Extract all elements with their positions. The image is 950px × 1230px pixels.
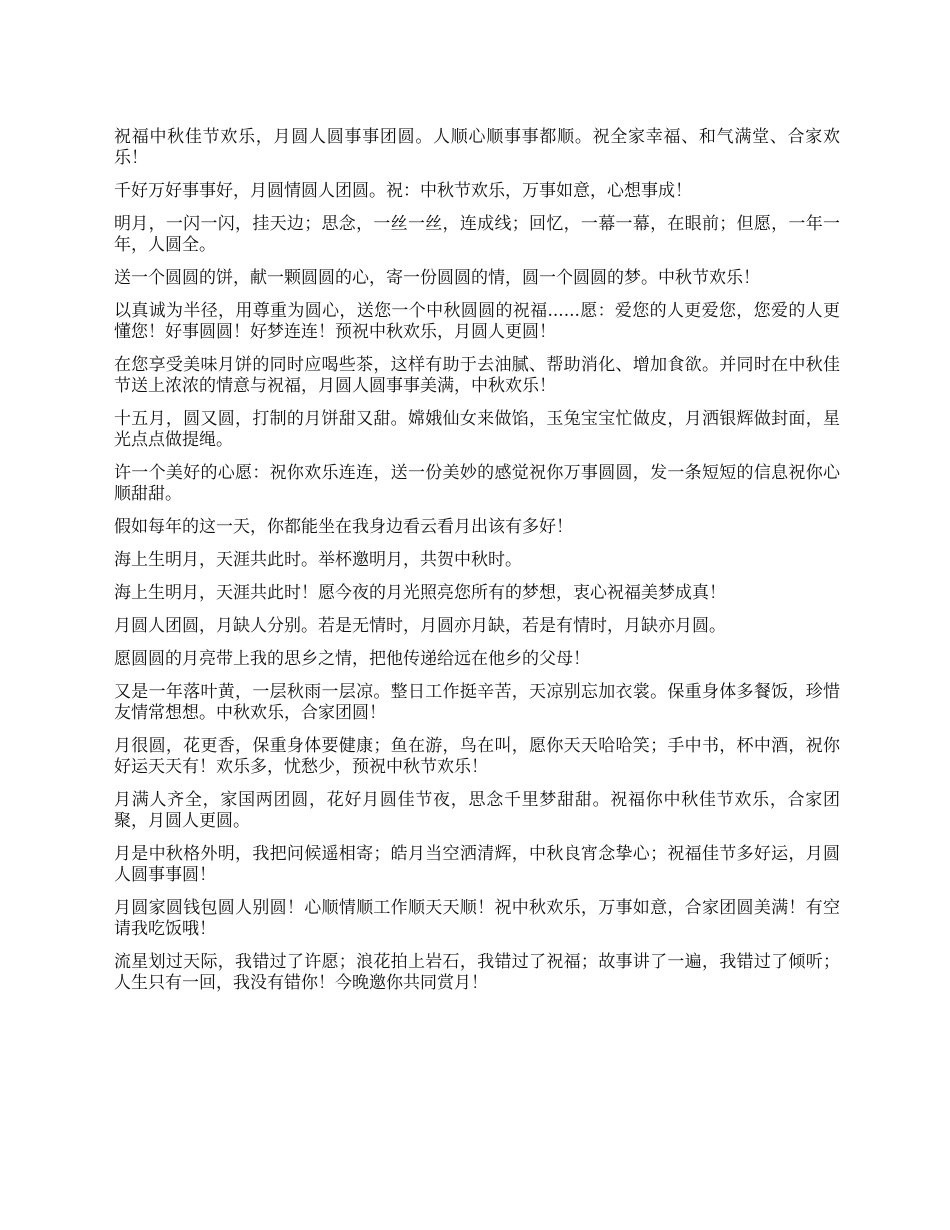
paragraph: 明月，一闪一闪，挂天边；思念，一丝一丝，连成线；回忆，一幕一幕，在眼前；但愿，一年一年，人圆全。 xyxy=(114,214,840,255)
paragraph: 又是一年落叶黄，一层秋雨一层凉。整日工作挺辛苦，天凉别忘加衣裳。保重身体多餐饭，珍惜友情常想想。中秋欢乐，合家团圆！ xyxy=(114,682,840,723)
paragraph: 送一个圆圆的饼，献一颗圆圆的心，寄一份圆圆的情，圆一个圆圆的梦。中秋节欢乐！ xyxy=(114,268,760,288)
paragraph: 月满人齐全，家国两团圆，花好月圆佳节夜，思念千里梦甜甜。祝福你中秋佳节欢乐，合家团聚，月圆人更圆。 xyxy=(114,790,840,831)
paragraph: 月圆家圆钱包圆人别圆！心顺情顺工作顺天天顺！祝中秋欢乐，万事如意，合家团圆美满！有空请我吃饭哦！ xyxy=(114,898,840,939)
paragraph: 愿圆圆的月亮带上我的思乡之情，把他传递给远在他乡的父母！ xyxy=(114,649,590,669)
paragraph: 月圆人团圆，月缺人分别。若是无情时，月圆亦月缺，若是有情时，月缺亦月圆。 xyxy=(114,616,726,636)
document-body xyxy=(114,127,840,1006)
paragraph: 以真诚为半径，用尊重为圆心，送您一个中秋圆圆的祝福......愿：爱您的人更爱您，您爱的人更懂您！好事圆圆！好梦连连！预祝中秋欢乐，月圆人更圆！ xyxy=(114,301,840,342)
paragraph: 海上生明月，天涯共此时！愿今夜的月光照亮您所有的梦想，衷心祝福美梦成真！ xyxy=(114,583,726,603)
paragraph: 月很圆，花更香，保重身体要健康；鱼在游，鸟在叫，愿你天天哈哈笑；手中书，杯中酒，祝你好运天天有！欢乐多，忧愁少，预祝中秋节欢乐！ xyxy=(114,736,840,777)
paragraph: 祝福中秋佳节欢乐，月圆人圆事事团圆。人顺心顺事事都顺。祝全家幸福、和气满堂、合家欢乐！ xyxy=(114,127,840,168)
paragraph: 十五月，圆又圆，打制的月饼甜又甜。嫦娥仙女来做馅，玉兔宝宝忙做皮，月洒银辉做封面，星光点点做提绳。 xyxy=(114,409,840,450)
paragraph: 海上生明月，天涯共此时。举杯邀明月，共贺中秋时。 xyxy=(114,550,522,570)
paragraph: 在您享受美味月饼的同时应喝些茶，这样有助于去油腻、帮助消化、增加食欲。并同时在中秋佳节送上浓浓的情意与祝福，月圆人圆事事美满，中秋欢乐！ xyxy=(114,355,840,396)
paragraph: 许一个美好的心愿：祝你欢乐连连，送一份美妙的感觉祝你万事圆圆，发一条短短的信息祝你心顺甜甜。 xyxy=(114,463,840,504)
paragraph: 假如每年的这一天，你都能坐在我身边看云看月出该有多好！ xyxy=(114,517,573,537)
paragraph: 千好万好事事好，月圆情圆人团圆。祝：中秋节欢乐，万事如意，心想事成！ xyxy=(114,181,692,201)
paragraph: 流星划过天际，我错过了许愿；浪花拍上岩石，我错过了祝福；故事讲了一遍，我错过了倾听；人生只有一回，我没有错你！今晚邀你共同赏月！ xyxy=(114,952,840,993)
paragraph: 月是中秋格外明，我把问候遥相寄；皓月当空洒清辉，中秋良宵念挚心；祝福佳节多好运，月圆人圆事事圆！ xyxy=(114,844,840,885)
